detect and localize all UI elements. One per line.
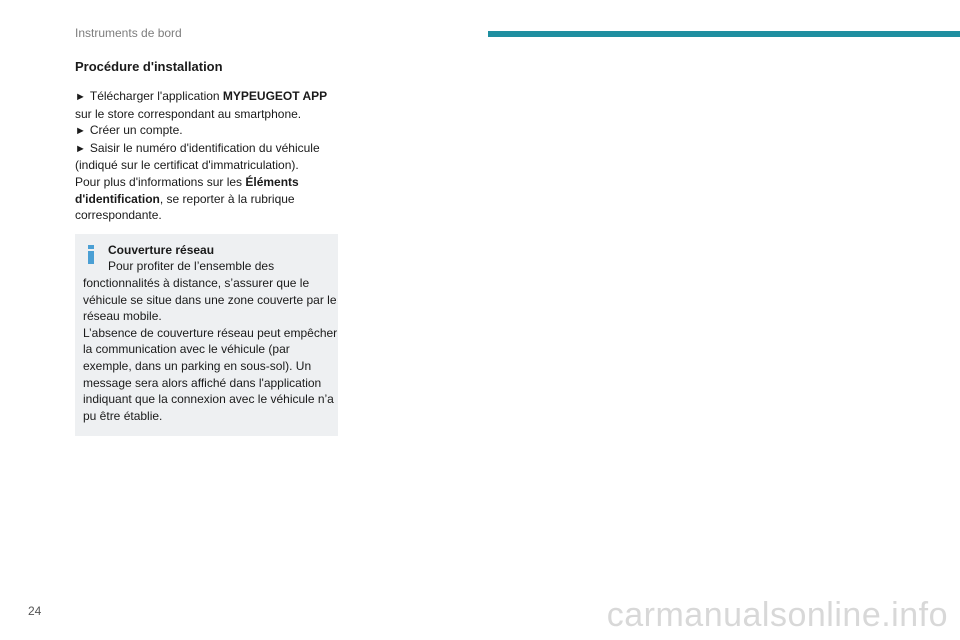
identification-link-text: Éléments d'identification xyxy=(75,174,299,206)
info-box-body-2: L’absence de couverture réseau peut empêcher la communication avec le véhicule (par exemple, dans un parking en sous-sol). Un message sera alors affiché dans l'application indiquant que la connexion avec le véhicule n’a pu être établie. xyxy=(83,325,338,423)
section-title: Procédure d'installation xyxy=(75,59,223,74)
network-coverage-info-box xyxy=(75,234,338,437)
section-accent-bar xyxy=(488,31,960,37)
arrow-icon: ► xyxy=(75,142,86,155)
identification-reference: Pour plus d'informations sur les Éléments d'identification, se reporter à la rubrique correspondante. xyxy=(75,174,299,223)
info-icon xyxy=(88,245,94,264)
app-name: MYPEUGEOT APP xyxy=(222,89,328,103)
step-create-account: ► Créer un compte. xyxy=(75,123,183,138)
info-box-title: Couverture réseau xyxy=(108,242,215,257)
page-content xyxy=(75,59,340,436)
info-box-first-line: Pour profiter de l’ensemble des xyxy=(108,259,275,274)
arrow-icon: ► xyxy=(75,91,86,103)
page-number: 24 xyxy=(28,604,42,618)
step-enter-vin: ► Saisir le numéro d'identification du véhicule (indiqué sur le certificat d'immatriculation). xyxy=(75,140,320,173)
step-download: ► Télécharger l'application MYPEUGEOT APP sur le store correspondant au smartphone. xyxy=(75,89,328,121)
arrow-icon: ► xyxy=(75,125,86,138)
info-box-body-1: fonctionnalités à distance, s’assurer que le véhicule se situe dans une zone couverte par le réseau mobile. xyxy=(83,275,337,324)
watermark: carmanualsonline.info xyxy=(606,596,948,634)
running-header: Instruments de bord xyxy=(75,26,182,40)
